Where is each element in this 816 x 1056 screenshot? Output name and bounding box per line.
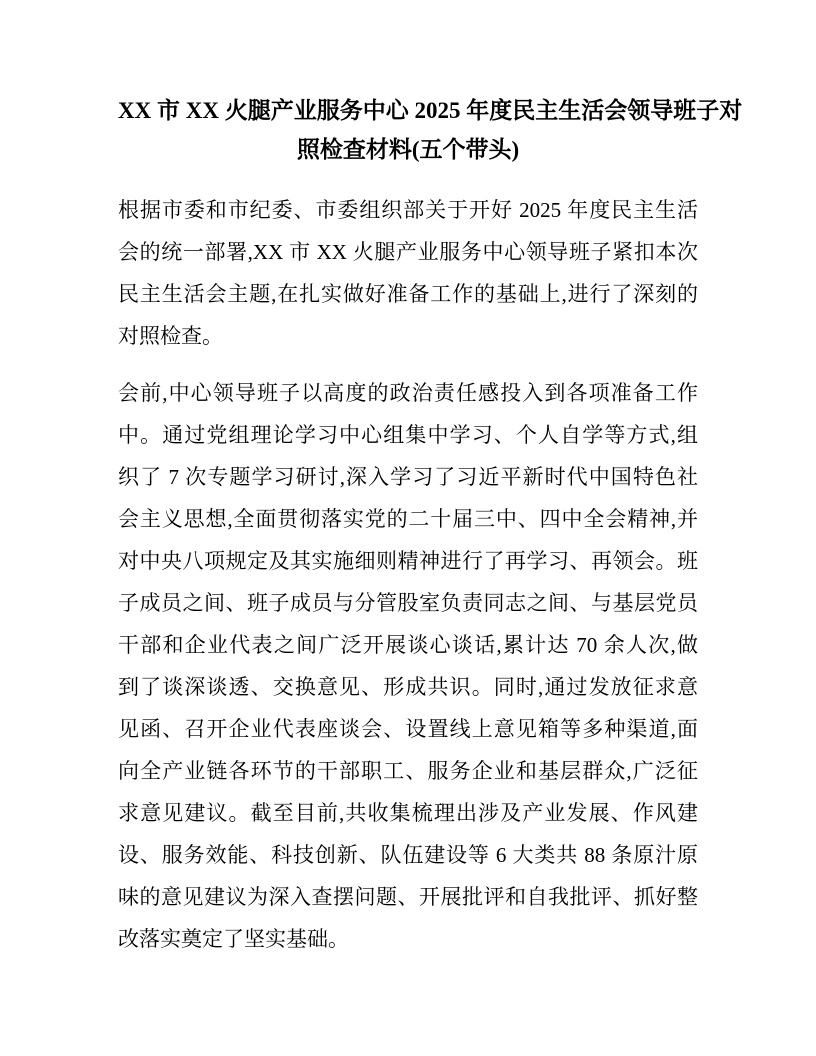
text-line: 子成员之间、班子成员与分管股室负责同志之间、与基层党员	[118, 591, 698, 615]
title-line: XX 市 XX 火腿产业服务中心 2025 年度民主生活会领导班子对	[118, 98, 743, 123]
text-line: 民主生活会主题,在扎实做好准备工作的基础上,进行了深刻的	[118, 282, 698, 306]
text-line: 向全产业链各环节的干部职工、服务企业和基层群众,广泛征	[118, 759, 698, 783]
text-line: 味的意见建议为深入查摆问题、开展批评和自我批评、抓好整	[118, 885, 698, 909]
paragraph-intro	[118, 189, 698, 357]
title-line: 照检查材料(五个带头)	[296, 137, 520, 162]
text-line: 到了谈深谈透、交换意见、形成共识。同时,通过发放征求意	[118, 675, 698, 699]
text-line: 设、服务效能、科技创新、队伍建设等 6 大类共 88 条原汁原	[118, 843, 698, 867]
document-title	[118, 91, 743, 169]
text-line: 改落实奠定了坚实基础。	[118, 927, 349, 951]
text-line: 中。通过党组理论学习中心组集中学习、个人自学等方式,组	[118, 423, 698, 447]
text-line: 对中央八项规定及其实施细则精神进行了再学习、再领会。班	[118, 549, 698, 573]
text-line: 求意见建议。截至目前,共收集梳理出涉及产业发展、作风建	[118, 801, 698, 825]
text-line: 根据市委和市纪委、市委组织部关于开好 2025 年度民主生活	[118, 198, 698, 222]
text-line: 会的统一部署,XX 市 XX 火腿产业服务中心领导班子紧扣本次	[118, 240, 698, 264]
text-line: 会主义思想,全面贯彻落实党的二十届三中、四中全会精神,并	[118, 507, 698, 531]
text-line: 干部和企业代表之间广泛开展谈心谈话,累计达 70 余人次,做	[118, 633, 698, 657]
paragraph-preparation	[118, 372, 698, 960]
text-line: 对照检查。	[118, 324, 223, 348]
text-line: 织了 7 次专题学习研讨,深入学习了习近平新时代中国特色社	[118, 465, 698, 489]
text-line: 见函、召开企业代表座谈会、设置线上意见箱等多种渠道,面	[118, 717, 698, 741]
text-line: 会前,中心领导班子以高度的政治责任感投入到各项准备工作	[118, 381, 698, 405]
